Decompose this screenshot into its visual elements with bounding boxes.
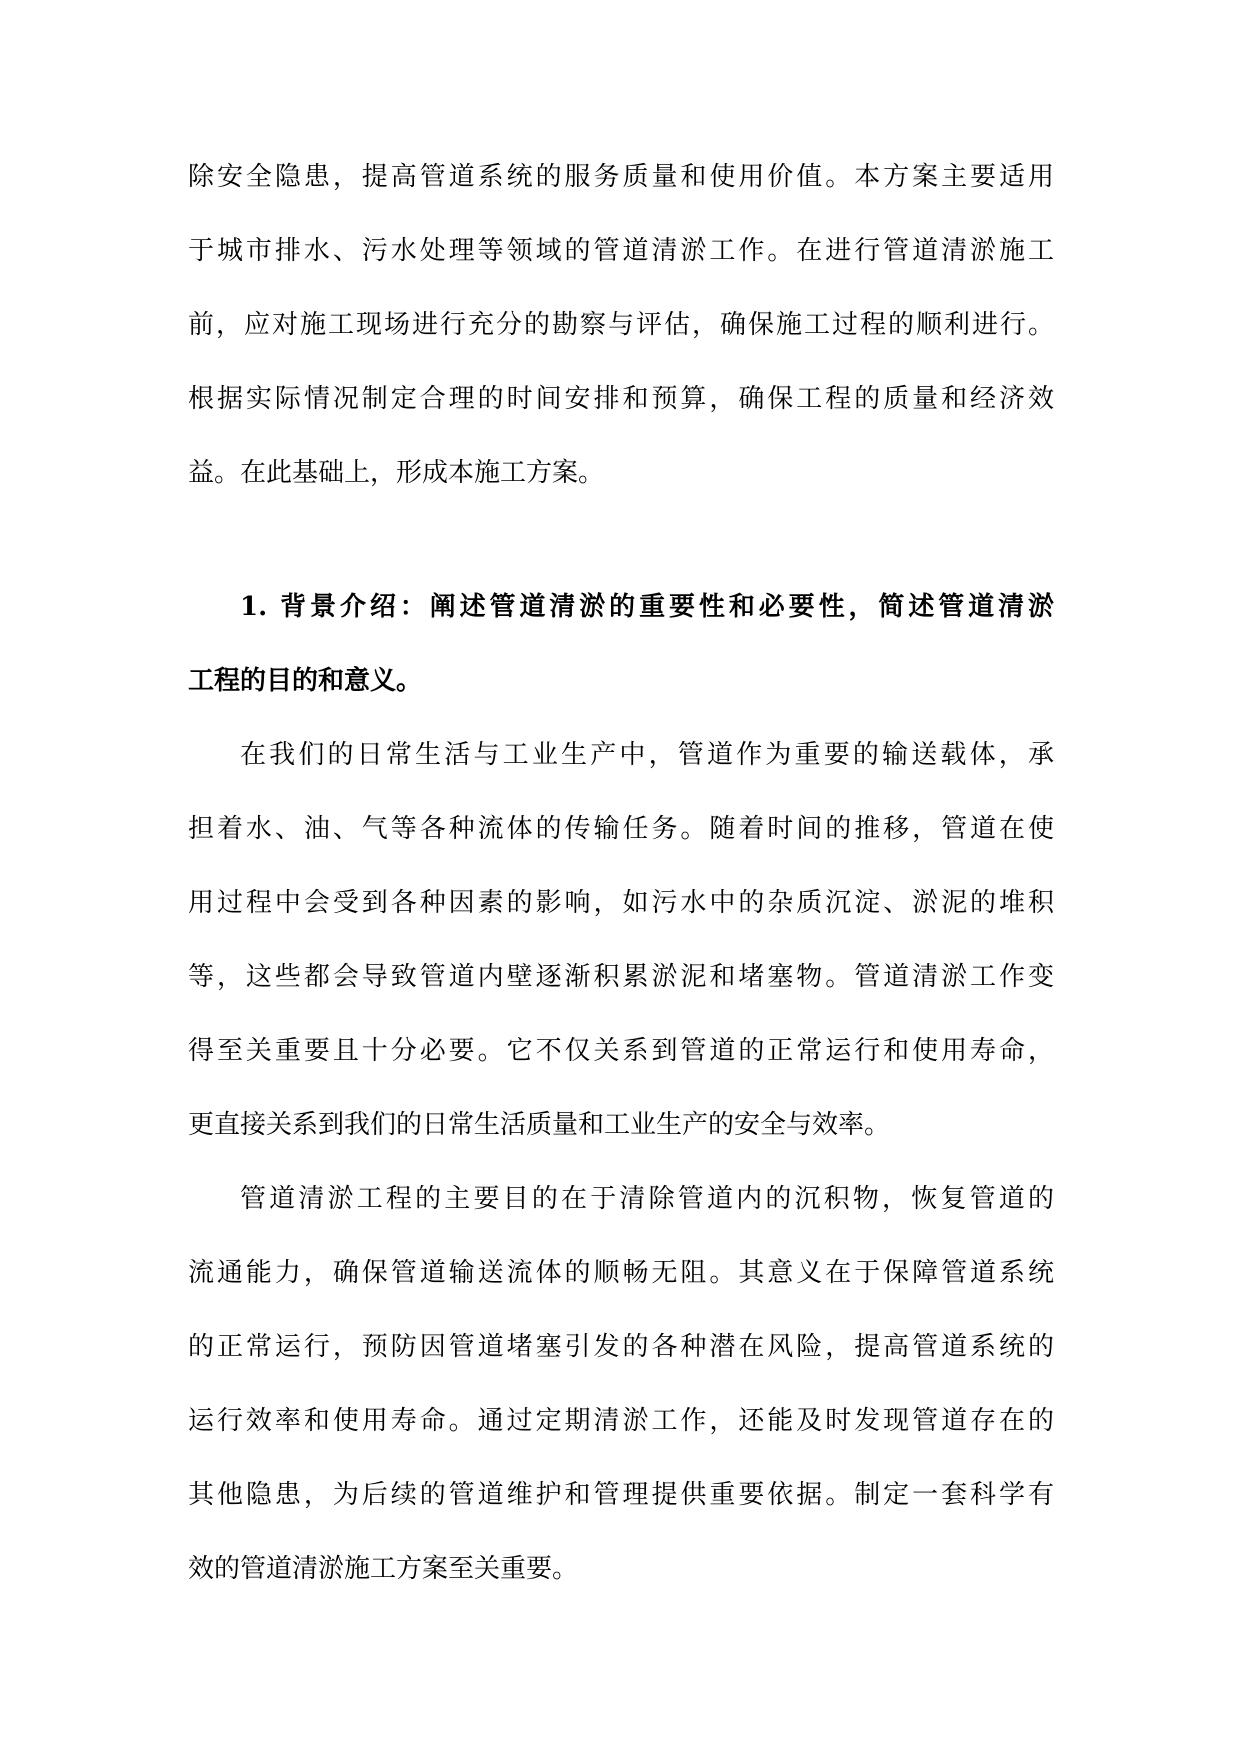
text-line: 运行效率和使用寿命。通过定期清淤工作，还能及时发现管道存在的 — [188, 1406, 1054, 1436]
text-line: 担着水、油、气等各种流体的传输任务。随着时间的推移，管道在使 — [188, 814, 1054, 844]
text-line: 流通能力，确保管道输送流体的顺畅无阻。其意义在于保障管道系统 — [188, 1258, 1054, 1288]
section-heading — [188, 570, 1054, 718]
text-line: 用过程中会受到各种因素的影响，如污水中的杂质沉淀、淤泥的堆积 — [188, 888, 1054, 918]
text-line: 的正常运行，预防因管道堵塞引发的各种潜在风险，提高管道系统的 — [188, 1332, 1054, 1362]
text-line: 于城市排水、污水处理等领域的管道清淤工作。在进行管道清淤施工 — [188, 236, 1054, 266]
heading-line: 1. 背景介绍：阐述管道清淤的重要性和必要性，简述管道清淤 — [240, 592, 1054, 622]
text-line: 其他隐患，为后续的管道维护和管理提供重要依据。制定一套科学有 — [188, 1480, 1054, 1510]
intro-paragraph — [188, 140, 1054, 510]
text-line: 根据实际情况制定合理的时间安排和预算，确保工程的质量和经济效 — [188, 384, 1054, 414]
text-line: 更直接关系到我们的日常生活质量和工业生产的安全与效率。 — [188, 1110, 891, 1140]
heading-line: 工程的目的和意义。 — [188, 666, 423, 696]
text-line: 管道清淤工程的主要目的在于清除管道内的沉积物，恢复管道的 — [240, 1184, 1054, 1214]
text-line: 得至关重要且十分必要。它不仅关系到管道的正常运行和使用寿命， — [188, 1036, 1054, 1066]
background-paragraph — [188, 718, 1054, 1162]
text-line: 除安全隐患，提高管道系统的服务质量和使用价值。本方案主要适用 — [188, 162, 1054, 192]
text-line: 益。在此基础上，形成本施工方案。 — [188, 458, 605, 488]
text-line: 等，这些都会导致管道内壁逐渐积累淤泥和堵塞物。管道清淤工作变 — [188, 962, 1054, 992]
document-body — [188, 140, 1054, 1606]
text-line: 效的管道清淤施工方案至关重要。 — [188, 1554, 579, 1584]
text-line: 前，应对施工现场进行充分的勘察与评估，确保施工过程的顺利进行。 — [188, 310, 1054, 340]
text-line: 在我们的日常生活与工业生产中，管道作为重要的输送载体，承 — [240, 740, 1054, 770]
purpose-paragraph — [188, 1162, 1054, 1606]
